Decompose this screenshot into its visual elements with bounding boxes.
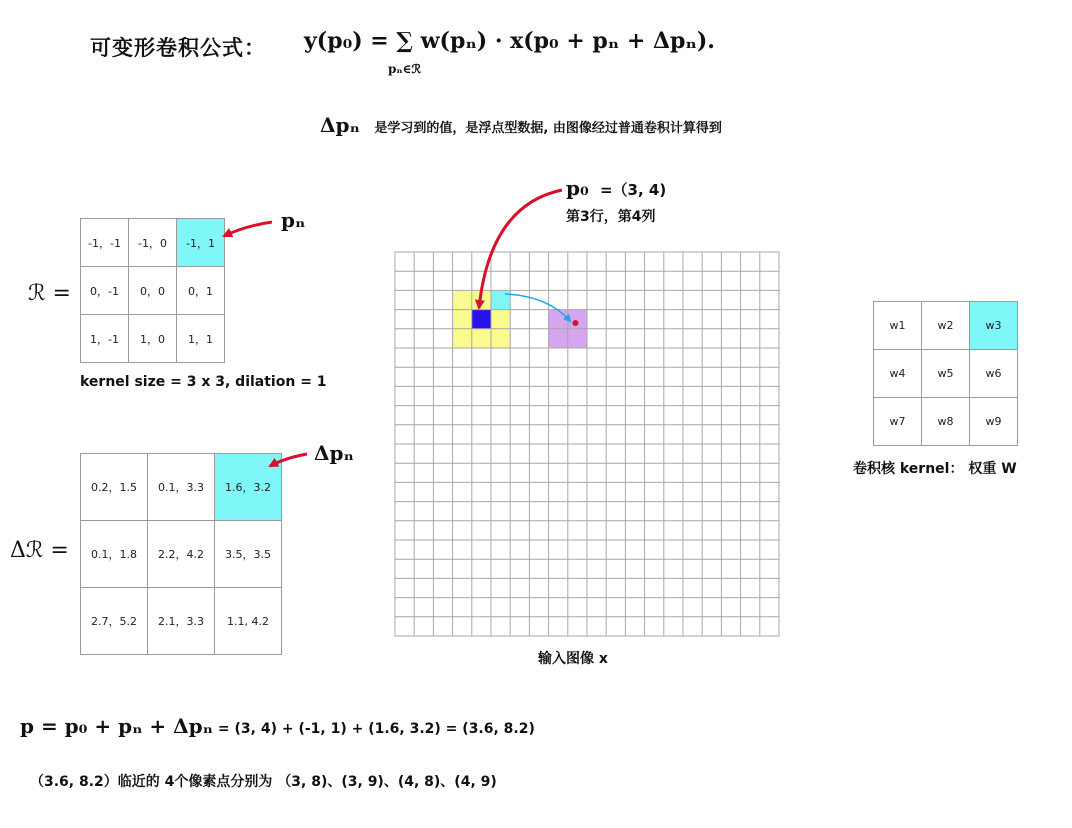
delta-r-grid-row <box>81 521 282 588</box>
kernel-weight-row <box>874 302 1018 350</box>
kernel-weight-cell: w1 <box>874 302 922 350</box>
delta-r-grid-cell: 1.6，3.2 <box>215 454 282 521</box>
r-grid-cell: 0，-1 <box>81 267 129 315</box>
pn-pointer-arrow <box>224 222 272 236</box>
delta-r-grid-cell: 1.1, 4.2 <box>215 588 282 655</box>
r-grid-row <box>81 267 225 315</box>
p0-description: 第3行，第4列 <box>566 209 656 225</box>
kernel-weight-row <box>874 398 1018 446</box>
delta-pn-label: Δpₙ <box>314 441 354 465</box>
sample-point-dot <box>572 320 578 326</box>
r-grid-row <box>81 315 225 363</box>
r-grid-cell: -1，0 <box>129 219 177 267</box>
p-formula-symbol: p = p₀ + pₙ + Δpₙ <box>20 714 214 738</box>
p0-symbol: p₀ <box>566 176 589 200</box>
r-label: ℛ = <box>28 281 71 306</box>
kernel-weight-cell: w6 <box>970 350 1018 398</box>
input-image-grid <box>394 251 780 637</box>
delta-p-note <box>320 113 722 137</box>
kernel-size-caption: kernel size = 3 x 3, dilation = 1 <box>80 374 327 390</box>
r-grid-cell: 1，0 <box>129 315 177 363</box>
delta-r-grid-cell: 2.1，3.3 <box>148 588 215 655</box>
delta-r-grid-cell: 0.1，1.8 <box>81 521 148 588</box>
p0-value: =（3, 4) <box>599 181 667 199</box>
p0-cell <box>472 310 491 329</box>
r-grid-cell: 0，0 <box>129 267 177 315</box>
r-grid-cell: -1，1 <box>177 219 225 267</box>
kernel-weight-cell: w3 <box>970 302 1018 350</box>
pn-label: pₙ <box>281 208 306 232</box>
deformable-conv-formula: y(p₀) = ∑ w(pₙ) · x(p₀ + pₙ + Δpₙ). <box>304 28 715 54</box>
kernel-weight-cell: w2 <box>922 302 970 350</box>
kernel-weight-caption: 卷积核 kernel： 权重 W <box>853 461 1017 477</box>
delta-r-grid-cell: 0.1，3.3 <box>148 454 215 521</box>
p-formula <box>20 714 535 738</box>
kernel-weight-cell: w7 <box>874 398 922 446</box>
delta-r-grid-row <box>81 454 282 521</box>
p-formula-result: = (3, 4) + (-1, 1) + (1.6, 3.2) = (3.6, 8.2) <box>217 721 535 737</box>
r-grid <box>80 218 225 363</box>
delta-r-label: Δℛ = <box>10 538 69 563</box>
kernel-weight-cell: w4 <box>874 350 922 398</box>
title-label: 可变形卷积公式： <box>90 36 266 60</box>
pn-cell <box>491 290 510 309</box>
delta-p-note-text: 是学习到的值，是浮点型数据, 由图像经过普通卷积计算得到 <box>374 121 722 136</box>
r-grid-cell: 1，1 <box>177 315 225 363</box>
delta-r-grid <box>80 453 282 655</box>
delta-r-grid-cell: 2.7，5.2 <box>81 588 148 655</box>
delta-r-grid-cell: 2.2，4.2 <box>148 521 215 588</box>
neighbor-pixels-note: （3.6, 8.2）临近的 4个像素点分别为 （3, 8)、(3, 9)、(4, 8)、(4, 9) <box>30 774 497 790</box>
r-grid-cell: 0，1 <box>177 267 225 315</box>
delta-r-grid-cell: 3.5，3.5 <box>215 521 282 588</box>
delta-r-grid-cell: 0.2，1.5 <box>81 454 148 521</box>
delta-r-grid-row <box>81 588 282 655</box>
kernel-weight-row <box>874 350 1018 398</box>
kernel-weight-grid <box>873 301 1018 446</box>
sum-subscript: pₙ∈ℛ <box>388 62 422 76</box>
r-grid-cell: -1，-1 <box>81 219 129 267</box>
delta-p-symbol: Δpₙ <box>320 113 360 137</box>
kernel-weight-cell: w5 <box>922 350 970 398</box>
r-grid-row <box>81 219 225 267</box>
r-grid-cell: 1，-1 <box>81 315 129 363</box>
kernel-weight-cell: w9 <box>970 398 1018 446</box>
input-image-caption: 输入图像 x <box>538 651 608 667</box>
p0-note <box>566 176 666 200</box>
kernel-weight-cell: w8 <box>922 398 970 446</box>
